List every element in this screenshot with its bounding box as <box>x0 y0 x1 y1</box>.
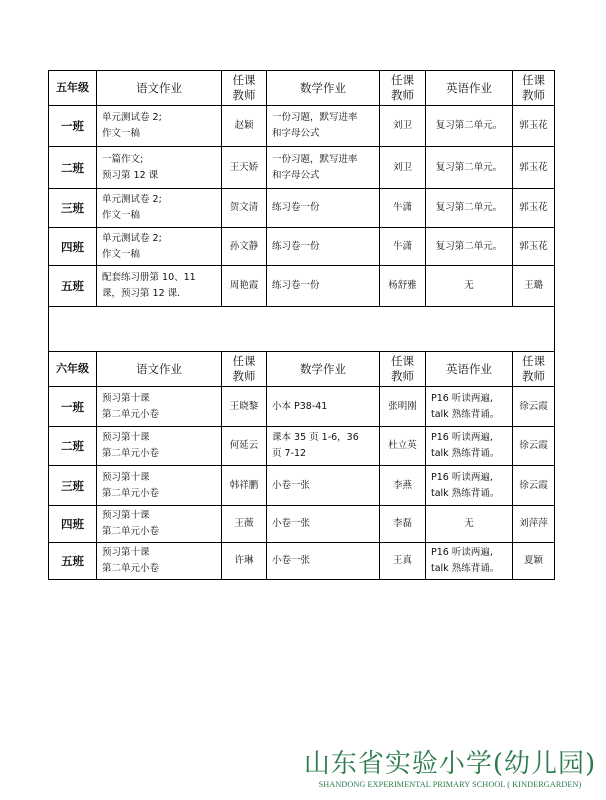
math-teacher: 李燕 <box>380 466 426 506</box>
english-teacher: 王璐 <box>513 266 555 307</box>
class-name: 三班 <box>49 189 97 228</box>
spacer-row <box>49 307 555 352</box>
english-teacher: 徐云霞 <box>513 387 555 427</box>
chinese-teacher: 王薇 <box>222 506 267 543</box>
school-logo-chinese: 山东省实验小学(幼儿园) <box>303 749 597 779</box>
header-english: 英语作业 <box>426 352 513 387</box>
english-homework: 复习第二单元。 <box>426 228 513 266</box>
english-homework: 无 <box>426 506 513 543</box>
english-teacher: 郭玉花 <box>513 189 555 228</box>
math-teacher: 王真 <box>380 543 426 580</box>
grade-label: 五年级 <box>49 71 97 106</box>
table-row <box>49 106 555 147</box>
header-teacher: 任课 教师 <box>513 71 555 106</box>
math-teacher: 杨舒雅 <box>380 266 426 307</box>
homework-table <box>48 70 555 580</box>
math-homework: 课本 35 页 1-6，36 页 7-12 <box>267 427 380 466</box>
math-homework: 小本 P38-41 <box>267 387 380 427</box>
class-name: 五班 <box>49 543 97 580</box>
chinese-homework: 预习第十课 第二单元小卷 <box>97 427 222 466</box>
header-chinese: 语文作业 <box>97 352 222 387</box>
table-row <box>49 543 555 580</box>
math-homework: 小卷一张 <box>267 543 380 580</box>
english-teacher: 夏颖 <box>513 543 555 580</box>
header-teacher: 任课 教师 <box>380 71 426 106</box>
english-homework: 复习第二单元。 <box>426 189 513 228</box>
class-name: 五班 <box>49 266 97 307</box>
header-teacher: 任课 教师 <box>222 352 267 387</box>
class-name: 一班 <box>49 387 97 427</box>
grade-label: 六年级 <box>49 352 97 387</box>
english-homework: P16 听读两遍, talk 熟练背诵。 <box>426 427 513 466</box>
english-teacher: 刘萍萍 <box>513 506 555 543</box>
math-homework: 一份习题，默写进率 和字母公式 <box>267 106 380 147</box>
english-homework: 复习第二单元。 <box>426 106 513 147</box>
header-teacher: 任课 教师 <box>222 71 267 106</box>
school-logo-english: SHANDONG EXPERIMENTAL PRIMARY SCHOOL ( KINDERGARDEN) <box>318 780 582 789</box>
english-teacher: 郭玉花 <box>513 147 555 189</box>
spacer-cell <box>49 307 555 352</box>
math-teacher: 刘卫 <box>380 147 426 189</box>
header-math: 数学作业 <box>267 352 380 387</box>
chinese-teacher: 何延云 <box>222 427 267 466</box>
chinese-homework: 单元测试卷 2; 作文一稿 <box>97 228 222 266</box>
chinese-homework: 预习第十课 第二单元小卷 <box>97 387 222 427</box>
chinese-teacher: 周艳霞 <box>222 266 267 307</box>
chinese-teacher: 许琳 <box>222 543 267 580</box>
header-teacher: 任课 教师 <box>380 352 426 387</box>
grade5-header-row <box>49 71 555 106</box>
class-name: 四班 <box>49 228 97 266</box>
math-teacher: 李磊 <box>380 506 426 543</box>
math-teacher: 牛潇 <box>380 228 426 266</box>
class-name: 三班 <box>49 466 97 506</box>
math-homework: 练习卷一份 <box>267 228 380 266</box>
chinese-homework: 预习第十课 第二单元小卷 <box>97 466 222 506</box>
math-teacher: 牛潇 <box>380 189 426 228</box>
chinese-teacher: 赵颖 <box>222 106 267 147</box>
header-chinese: 语文作业 <box>97 71 222 106</box>
chinese-homework: 预习第十课 第二单元小卷 <box>97 543 222 580</box>
english-homework: 无 <box>426 266 513 307</box>
math-teacher: 刘卫 <box>380 106 426 147</box>
grade6-header-row <box>49 352 555 387</box>
class-name: 二班 <box>49 427 97 466</box>
math-teacher: 杜立英 <box>380 427 426 466</box>
table-row <box>49 228 555 266</box>
chinese-teacher: 贺文清 <box>222 189 267 228</box>
math-homework: 练习卷一份 <box>267 189 380 228</box>
table-row <box>49 387 555 427</box>
english-teacher: 徐云霞 <box>513 466 555 506</box>
english-homework: 复习第二单元。 <box>426 147 513 189</box>
chinese-homework: 单元测试卷 2; 作文一稿 <box>97 189 222 228</box>
school-logo <box>300 748 600 789</box>
chinese-homework: 预习第十课 第二单元小卷 <box>97 506 222 543</box>
header-math: 数学作业 <box>267 71 380 106</box>
chinese-teacher: 韩祥鹏 <box>222 466 267 506</box>
chinese-homework: 单元测试卷 2; 作文一稿 <box>97 106 222 147</box>
english-teacher: 徐云霞 <box>513 427 555 466</box>
class-name: 一班 <box>49 106 97 147</box>
english-teacher: 郭玉花 <box>513 228 555 266</box>
chinese-teacher: 王晓黎 <box>222 387 267 427</box>
chinese-teacher: 孙文静 <box>222 228 267 266</box>
table-row <box>49 506 555 543</box>
english-homework: P16 听读两遍, talk 熟练背诵。 <box>426 543 513 580</box>
class-name: 二班 <box>49 147 97 189</box>
header-english: 英语作业 <box>426 71 513 106</box>
table-row <box>49 147 555 189</box>
math-homework: 小卷一张 <box>267 506 380 543</box>
english-homework: P16 听读两遍, talk 熟练背诵。 <box>426 466 513 506</box>
table-row <box>49 427 555 466</box>
english-homework: P16 听读两遍, talk 熟练背诵。 <box>426 387 513 427</box>
math-homework: 练习卷一份 <box>267 266 380 307</box>
chinese-teacher: 王天娇 <box>222 147 267 189</box>
chinese-homework: 一篇作文; 预习第 12 课 <box>97 147 222 189</box>
class-name: 四班 <box>49 506 97 543</box>
math-homework: 小卷一张 <box>267 466 380 506</box>
math-teacher: 张明刚 <box>380 387 426 427</box>
table-row <box>49 266 555 307</box>
math-homework: 一份习题，默写进率 和字母公式 <box>267 147 380 189</box>
table-row <box>49 189 555 228</box>
header-teacher: 任课 教师 <box>513 352 555 387</box>
chinese-homework: 配套练习册第 10、11 课，预习第 12 课. <box>97 266 222 307</box>
table-row <box>49 466 555 506</box>
english-teacher: 郭玉花 <box>513 106 555 147</box>
